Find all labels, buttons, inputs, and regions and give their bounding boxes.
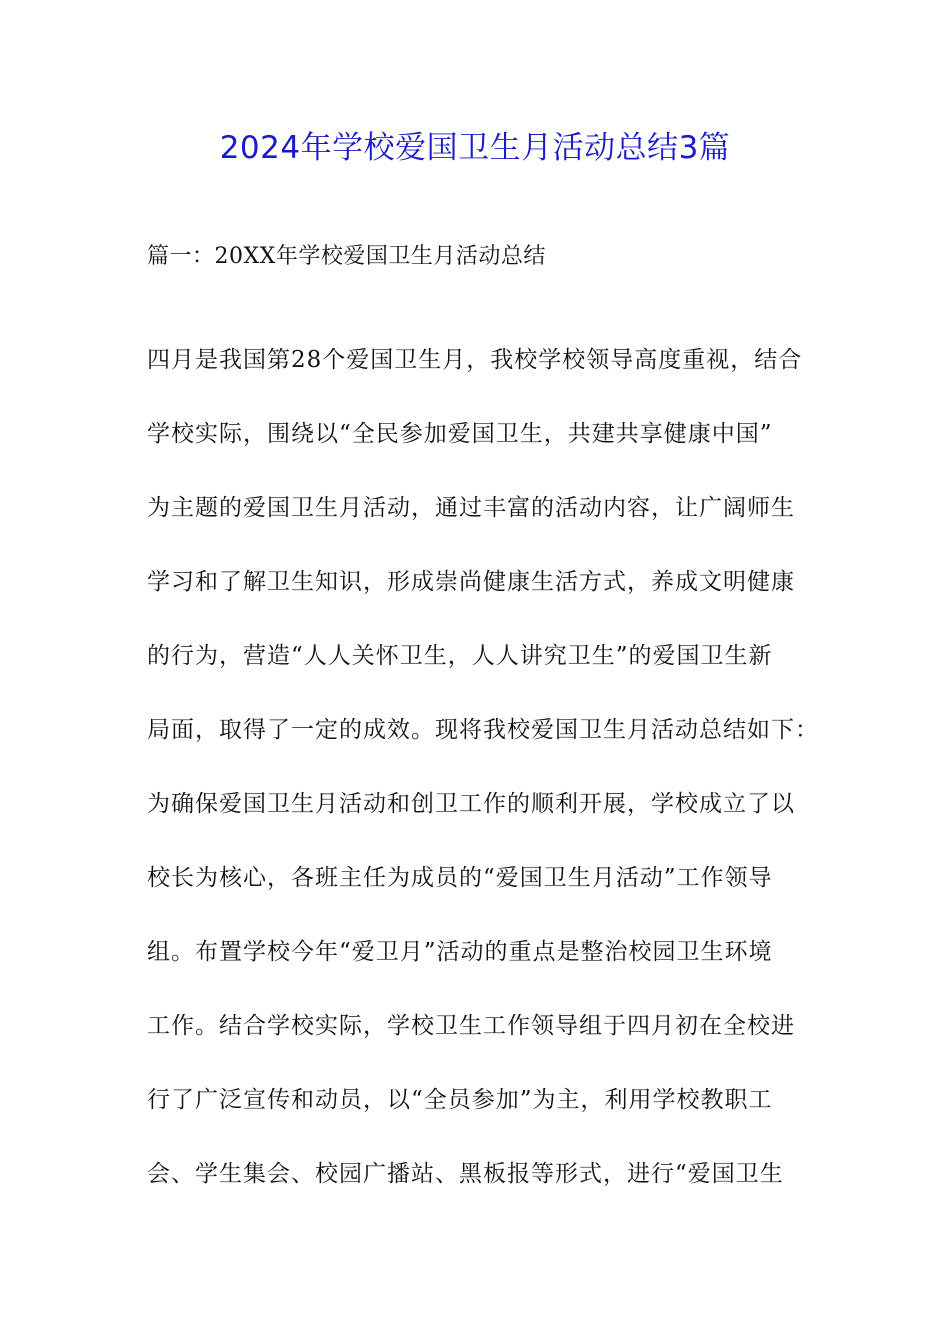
body-line: 学校实际，围绕以“全民参加爱国卫生，共建共享健康中国” xyxy=(147,421,773,447)
body-line: 为主题的爱国卫生月活动，通过丰富的活动内容，让广阔师生 xyxy=(147,495,795,521)
body-line: 工作。结合学校实际，学校卫生工作领导组于四月初在全校进 xyxy=(147,1013,795,1039)
body-line: 四月是我国第28个爱国卫生月，我校学校领导高度重视，结合 xyxy=(147,347,803,373)
body-line: 会、学生集会、校园广播站、黑板报等形式，进行“爱国卫生 xyxy=(147,1161,784,1187)
body-line: 校长为核心，各班主任为成员的“爱国卫生月活动”工作领导 xyxy=(147,865,773,891)
section-heading: 篇一：20XX年学校爱国卫生月活动总结 xyxy=(147,244,546,269)
body-line: 组。布置学校今年“爱卫月”活动的重点是整治校园卫生环境 xyxy=(147,939,773,965)
body-line: 学习和了解卫生知识，形成崇尚健康生活方式，养成文明健康 xyxy=(147,569,795,595)
document-title: 2024年学校爱国卫生月活动总结3篇 xyxy=(219,130,731,166)
body-line: 为确保爱国卫生月活动和创卫工作的顺利开展，学校成立了以 xyxy=(147,791,795,817)
body-line: 行了广泛宣传和动员，以“全员参加”为主，利用学校教职工 xyxy=(147,1087,773,1113)
body-line: 的行为，营造“人人关怀卫生，人人讲究卫生”的爱国卫生新 xyxy=(147,643,773,669)
body-line: 局面，取得了一定的成效。现将我校爱国卫生月活动总结如下： xyxy=(147,717,819,743)
